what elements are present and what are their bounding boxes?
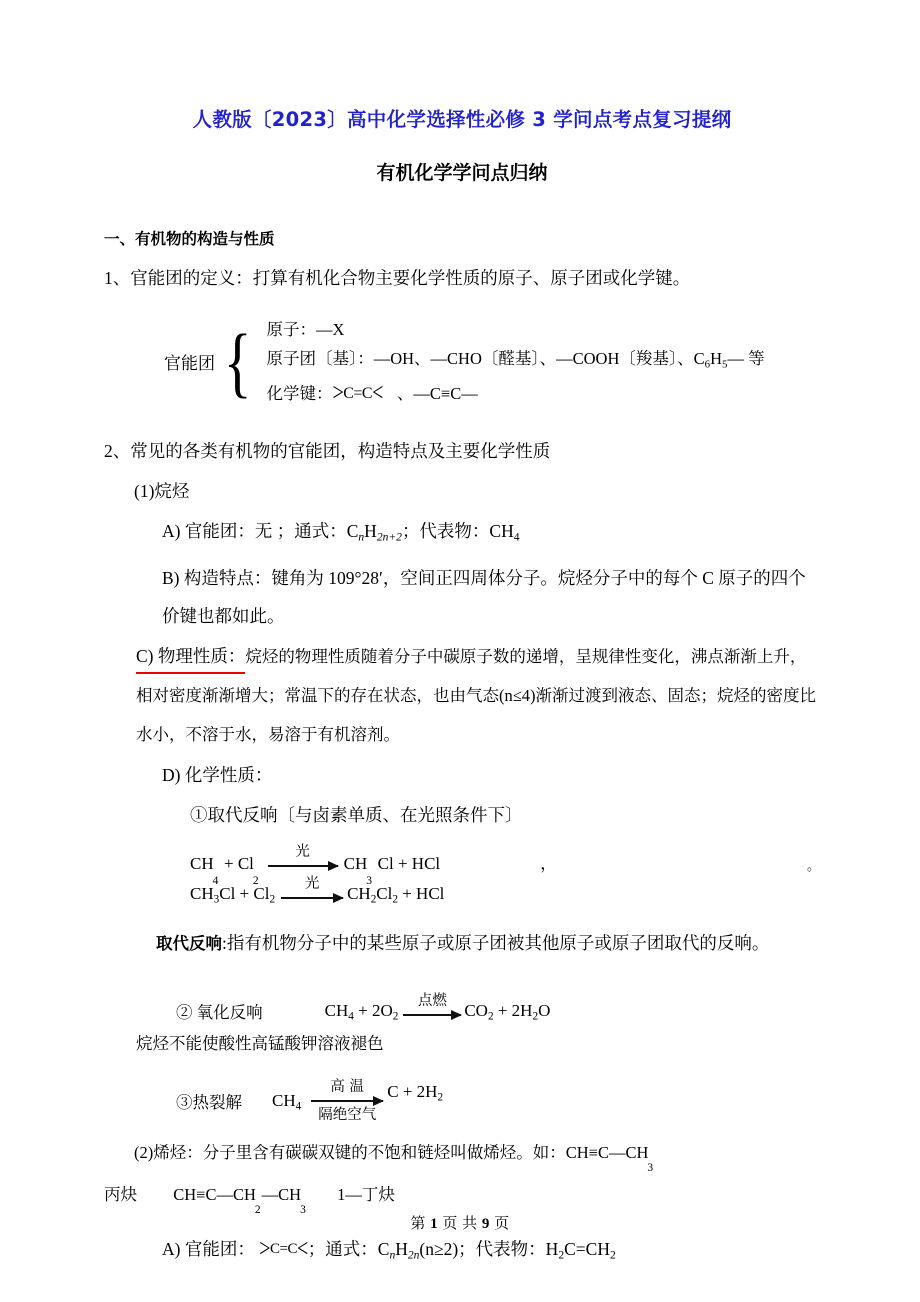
eq1-trailing-comma: ，	[540, 853, 558, 873]
alkane-a-n: n	[358, 531, 365, 544]
brace-row-bond-lead: 化学键：	[266, 384, 333, 404]
substitution-definition	[156, 924, 820, 963]
substitution-definition-text: :指有机物分子中的某些原子或原子团被其他原子或原子团取代的反响。	[222, 932, 770, 953]
page-content	[104, 0, 820, 1274]
eq3-condition: 点燃	[417, 992, 447, 1009]
angle-open-icon: >	[332, 379, 344, 407]
eq2-right: $CH_2Cl_2$ + HCl	[347, 884, 445, 906]
curly-brace-icon: {	[223, 318, 252, 405]
functional-group-brace-diagram	[164, 315, 820, 408]
equation-substitution-1	[190, 843, 820, 887]
alkane-reaction2-title: ② 氧化反响	[176, 1002, 263, 1022]
eq1-left-a-sub: 4	[212, 874, 219, 887]
alkene-a-group: C=C	[270, 1240, 297, 1257]
alkane-reaction1-title: ①取代反响〔与卤素单质、在光照条件下〕	[190, 804, 523, 825]
footer-prefix: 第	[410, 1216, 426, 1232]
alkene-name-butyne: 1—丁炔	[337, 1184, 395, 1204]
alkene-name-propyne: 丙炔	[104, 1184, 137, 1204]
alkane-point-b: B) 构造特点：键角为 109°28′，空间正四周体分子。烷烃分子中的每个 C 原子的四个价键也都如此。	[162, 567, 806, 626]
eq2-condition: 光	[304, 875, 320, 892]
arrow-icon	[311, 1096, 383, 1106]
brace-row-group-sub5: 5	[722, 358, 728, 371]
page-subtitle: 有机化学学问点归纳	[376, 162, 548, 184]
alkane-a-h: H	[364, 521, 377, 542]
alkane-point-d: D) 化学性质：	[162, 764, 273, 785]
angle-close-icon: <	[296, 1234, 308, 1263]
alkene-a-n: n	[389, 1249, 396, 1262]
eq4-right: $C + 2H_2$	[387, 1081, 444, 1103]
eq4-condition-top: 高 温	[330, 1078, 365, 1095]
brace-row-atom-key: 原子：	[266, 320, 316, 339]
equation-cracking	[176, 1079, 820, 1124]
brace-row-bond-sep: 、	[396, 384, 414, 404]
alkene-line1	[134, 1134, 820, 1174]
alkene-line1-sub: 3	[647, 1161, 654, 1174]
alkene-bond-glyph	[332, 379, 382, 408]
subsection-alkane-label: (1)烷烃	[134, 481, 190, 502]
eq4-left: $CH_4$	[272, 1090, 302, 1112]
brace-row-atom	[266, 315, 764, 344]
oxidation-note: 烷烃不能使酸性高锰酸钾溶液褪色	[136, 1033, 384, 1053]
alkene-a-sub2a: 2	[558, 1249, 565, 1262]
brace-row-atom-value: —X	[315, 320, 345, 339]
substitution-definition-label: 取代反响	[156, 933, 222, 953]
alkene-a-c: C=CH	[564, 1238, 610, 1259]
brace-row-bond	[266, 379, 764, 408]
eq2-left: $CH_3Cl + Cl_2$	[190, 884, 276, 906]
reaction-arrow-cracking	[311, 1079, 383, 1124]
arrow-icon	[268, 861, 338, 871]
alkene-a-h: H	[395, 1238, 408, 1259]
alkane-c-text: 烷烃的物理性质随着分子中碳原子数的递增，呈规律性变化，沸点渐渐上升，相对密度渐渐增大；常温下的存在状态，也由气态(n≤4)渐渐过渡到液态、固态；烷烃的密度比水小，不溶于水，易溶于有机溶剂。	[136, 646, 817, 744]
page-footer	[0, 1212, 920, 1233]
alkane-a-prefix: A) 官能团：无 ；通式：C	[162, 521, 359, 542]
brace-row-group-h: H	[710, 349, 722, 368]
brace-row-group-sub6: 6	[704, 358, 711, 371]
footer-page-current: 1	[430, 1216, 439, 1232]
equation-substitution-2	[190, 876, 820, 906]
eq1-plus: + Cl	[224, 853, 254, 873]
alkene-point-a	[162, 1230, 820, 1274]
alkane-a-4: 4	[513, 531, 520, 544]
eq1-trailing-period: 。	[806, 857, 820, 873]
alkene-line1-text: (2)烯烃：分子里含有碳碳双键的不饱和链烃叫做烯烃。如：CH≡C—CH	[134, 1142, 649, 1162]
alkane-a-mid: ；代表物：CH	[401, 521, 514, 542]
alkene-a-2n: 2n	[407, 1249, 420, 1262]
alkene-bond-glyph-2	[259, 1230, 308, 1268]
brace-row-bond-alkene: C=C	[343, 385, 373, 403]
angle-close-icon: <	[372, 379, 383, 407]
eq4-condition-bottom: 隔绝空气	[318, 1106, 377, 1123]
alkane-point-c	[136, 637, 820, 754]
alkane-reaction3-title: ③热裂解	[176, 1093, 242, 1113]
brace-row-group-lead: 原子团〔基〕：—OH、—CHO〔醛基〕、—COOH〔羧基〕、C	[266, 349, 705, 368]
reaction-arrow-light-2	[281, 876, 343, 903]
alkane-a-2n2: 2n+2	[376, 531, 402, 544]
alkene-a-prefix: A) 官能团：	[162, 1238, 255, 1259]
page-title: 人教版〔2023〕高中化学选择性必修 3 学问点考点复习提纲	[192, 108, 732, 131]
eq1-right-a-sub: 3	[366, 874, 373, 887]
alkane-c-label: C) 物理性质：	[136, 637, 245, 675]
arrow-icon	[281, 893, 343, 903]
footer-mid: 页 共	[442, 1216, 478, 1232]
alkene-a-sub2b: 2	[609, 1249, 616, 1262]
eq1-right-a: CH	[343, 853, 368, 873]
brace-row-group	[266, 344, 764, 379]
alkene-formula-butyne: CH≡C—CH2—CH3	[173, 1184, 306, 1216]
alkene-line2	[104, 1176, 820, 1216]
reaction-arrow-ignite	[403, 993, 461, 1020]
brace-label: 官能团	[164, 354, 215, 374]
paragraph-definition: 1、官能团的定义：打算有机化合物主要化学性质的原子、原子团或化学键。	[104, 268, 691, 288]
eq1-right-rest: Cl + HCl	[377, 853, 441, 873]
paragraph-item2: 2、常见的各类有机物的官能团，构造特点及主要化学性质	[104, 441, 551, 462]
alkene-a-mid: ；通式：C	[307, 1238, 390, 1259]
eq3-left: $CH_4 + 2O_2$	[324, 1001, 399, 1023]
arrow-icon	[403, 1010, 461, 1020]
brace-row-bond-alkyne: —C≡C—	[413, 384, 478, 404]
eq1-condition: 光	[295, 843, 310, 860]
reaction-arrow-light-1	[268, 844, 338, 871]
brace-row-group-tail: — 等	[727, 349, 765, 368]
section-heading-1: 一、有机物的构造与性质	[104, 230, 275, 248]
eq1-left-a: CH	[190, 853, 214, 873]
eq3-right: $CO_2 + 2H_2O$	[464, 1001, 551, 1023]
alkane-point-a	[162, 512, 820, 556]
eq1-left-b-sub: 2	[252, 874, 259, 887]
footer-page-total: 9	[481, 1216, 490, 1232]
angle-open-icon: >	[259, 1234, 270, 1263]
alkene-a-cond: (n≥2)；代表物：H	[419, 1238, 559, 1259]
footer-suffix: 页	[494, 1216, 510, 1232]
brace-rows	[258, 315, 764, 408]
equation-oxidation	[176, 993, 820, 1023]
